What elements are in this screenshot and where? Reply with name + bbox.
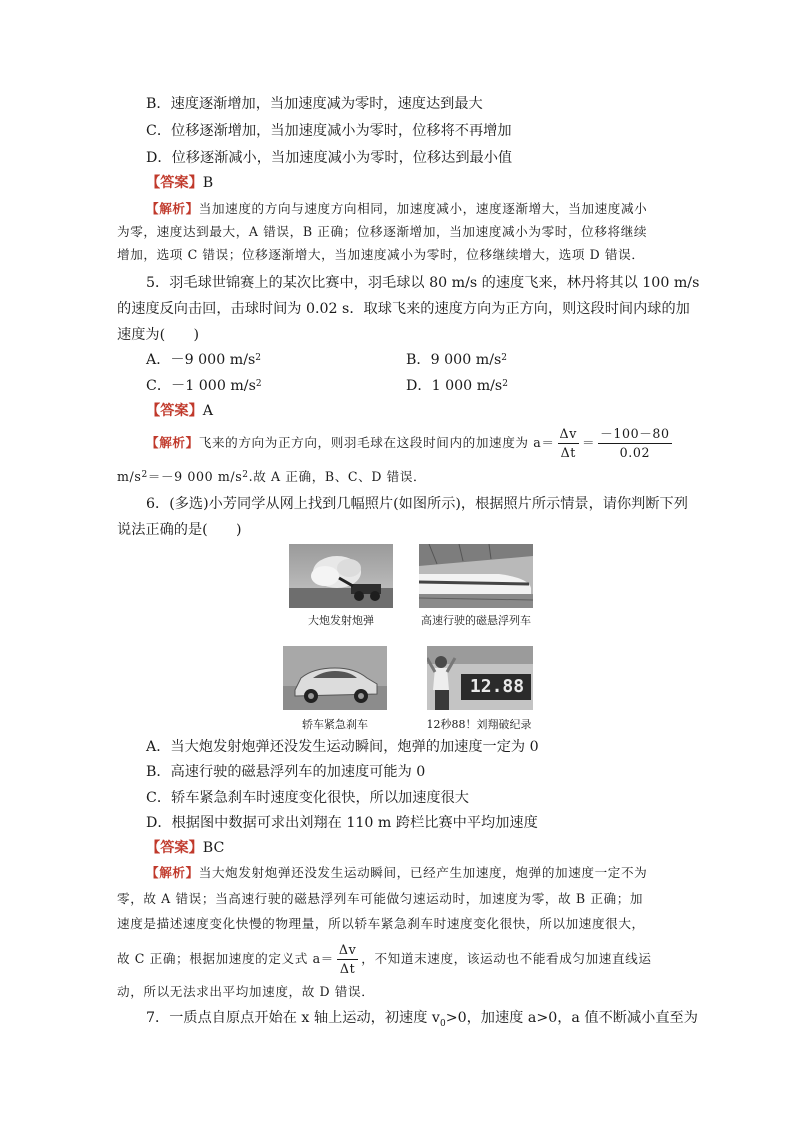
q6-explanation-line: 故 C 正确；根据加速度的定义式 a＝ $\frac{\Delta v}{\Delta t}$ ，不知道末速度，该运动也不能看成匀加速直线运 [117,942,652,976]
q5-stem-line: 的速度反向击回，击球时间为 0.02 s．取球飞来的速度方向为正方向，则这段时间内球的加 [117,301,690,317]
answer-tag: 【答案】 [146,840,203,856]
answer-value: A [202,403,214,419]
answer-tag: 【答案】 [146,403,203,419]
q5-explanation-line: 【解析】飞来的方向为正方向，则羽毛球在这段时间内的加速度为 a＝ $\frac{\Delta v}{\Delta t}$ ＝ $\frac{-100-80}{0.02}$ [146,426,670,460]
photo-caption: 大炮发射炮弹 [308,614,374,627]
car-braking-photo [283,646,387,710]
answer-value: B [202,175,214,191]
q6-option-b: B．高速行驶的磁悬浮列车的加速度可能为 0 [146,764,426,780]
q6-stem-line: 说法正确的是( ) [117,522,242,538]
explanation-tag: 【解析】 [146,435,199,450]
q5-explanation-line: $m/s^2=-9$ 000 $m/s^2$.故 A 正确，B、C、D 错误． [117,469,427,484]
q4-explanation-line [146,199,647,219]
q6-explanation-line: 动，所以无法求出平均加速度，故 D 错误． [117,984,375,999]
q5-stem-line: 速度为( ) [117,327,200,343]
fraction: $\frac{\Delta v}{\Delta t}$ [338,942,357,976]
scoreboard-time: 12.88 [469,676,525,697]
q4-option-d: D．位移逐渐减小，当加速度减小为零时，位移达到最小值 [146,150,513,166]
q6-explanation-line: 速度是描述速度变化快慢的物理量，所以轿车紧急刹车时速度变化很快，所以加速度很大， [117,916,645,931]
fraction: $\frac{-100-80}{0.02}$ [600,426,670,460]
maglev-train-photo [419,544,533,608]
q5-option-b: B．9 000 $m/s^2$ [406,352,507,368]
q7-stem-line: 7．一质点自原点开始在 x 轴上运动，初速度 $v_0>0$，加速度 a>0，a 值不断减小直至为 [146,1010,698,1029]
q4-explanation-line: 增加，选项 C 错误；位移逐渐增大，当加速度减小为零时，位移继续增大，选项 D 错误． [117,247,645,262]
explanation-tag: 【解析】 [146,865,199,880]
cannon-firing-photo [289,544,393,608]
q5-answer [146,401,213,421]
explanation-text: 当加速度的方向与速度方向相同，加速度减小，速度逐渐增大，当加速度减小 [198,201,648,216]
q6-stem-line: 6．(多选)小芳同学从网上找到几幅照片(如图所示)，根据照片所示情景，请你判断下列 [146,496,688,512]
q6-option-d: D．根据图中数据可求出刘翔在 110 m 跨栏比赛中平均加速度 [146,815,538,831]
q6-option-a: A．当大炮发射炮弹还没发生运动瞬间，炮弹的加速度一定为 0 [146,739,539,755]
q6-option-c: C．轿车紧急刹车时速度变化很快，所以加速度很大 [146,790,469,806]
q5-option-c: C．－1 000 $m/s^2$ [146,378,262,394]
q4-explanation-line: 为零，速度达到最大，A 错误，B 正确；位移逐渐增加，当加速度减小为零时，位移将继续 [117,224,648,239]
q4-answer [146,173,213,193]
q5-option-a: A．－9 000 $m/s^2$ [146,352,261,368]
fraction: $\frac{\Delta v}{\Delta t}$ [559,426,577,460]
q6-explanation-line: 零，故 A 错误；当高速行驶的磁悬浮列车可能做匀速运动时，加速度为零，故 B 正确；加 [117,891,644,906]
q6-answer [146,838,224,858]
answer-value: BC [202,840,225,856]
q6-explanation-line: 【解析】当大炮发射炮弹还没发生运动瞬间，已经产生加速度，炮弹的加速度一定不为 [146,865,648,880]
q5-option-d: D．1 000 $m/s^2$ [406,378,508,394]
liu-xiang-record-photo [427,646,533,710]
photo-caption: 12秒88！刘翔破纪录 [426,718,532,731]
answer-tag: 【答案】 [146,175,203,191]
q5-stem-line: 5．羽毛球世锦赛上的某次比赛中，羽毛球以 80 m/s 的速度飞来，林丹将其以 100 m/s [146,275,700,291]
photo-caption: 高速行驶的磁悬浮列车 [421,614,531,627]
q4-option-c: C．位移逐渐增加，当加速度减小为零时，位移将不再增加 [146,123,512,139]
photo-caption: 轿车紧急刹车 [302,718,368,731]
explanation-tag: 【解析】 [146,201,199,216]
q4-option-b: B．速度逐渐增加，当加速度减为零时，速度达到最大 [146,96,483,112]
